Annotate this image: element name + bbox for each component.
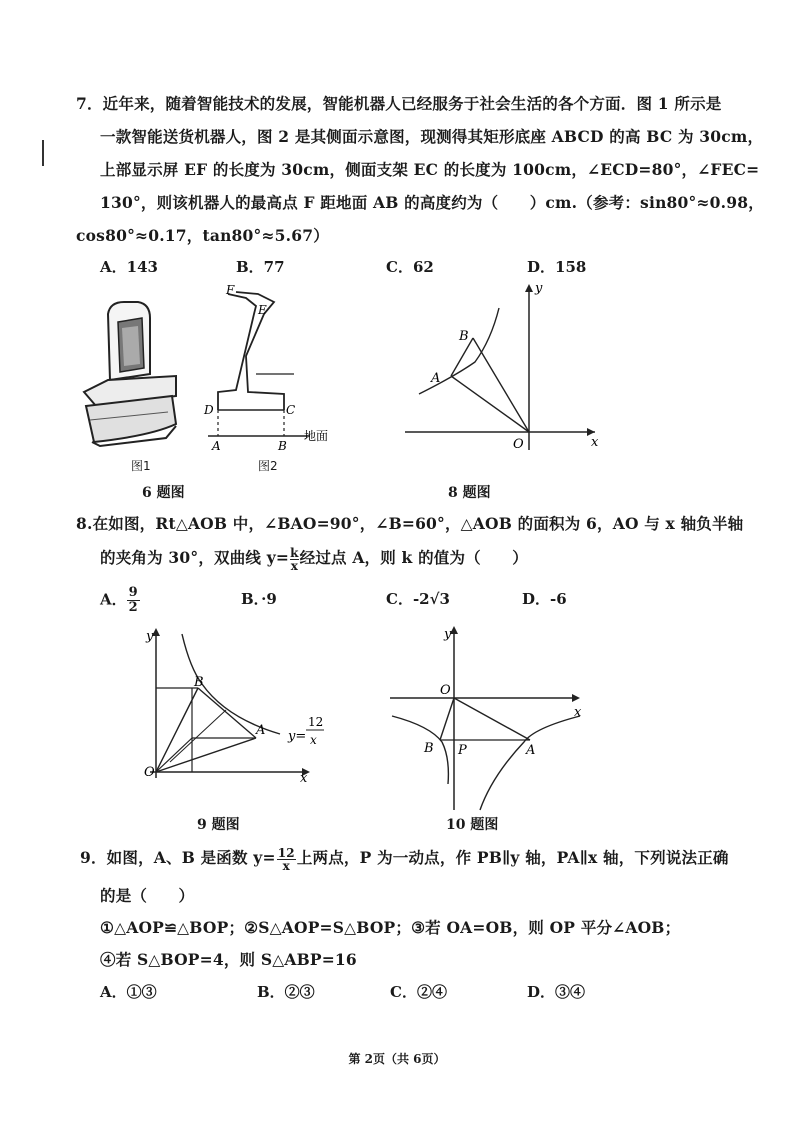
margin-mark [42, 140, 44, 166]
fig2-label-b: B [278, 439, 287, 452]
figure-2-caption: 图2 [258, 459, 278, 473]
q8-line-1: 8.在如图，Rt△AOB 中，∠BAO=90°，∠B=60°，△AOB 的面积为 6，AO 与 x 轴负半轴 [76, 514, 744, 533]
fig2-label-f: F [226, 283, 235, 297]
q9-fraction [277, 847, 296, 872]
figure-9-diagram [130, 622, 340, 782]
q9-option-b: B．②③ [257, 983, 315, 1001]
page-footer: 第 2页（共 6页） [348, 1052, 446, 1066]
fig9-o-label: O [144, 765, 155, 780]
q9-option-a: A．①③ [100, 983, 157, 1001]
q8-fraction-num: k [290, 545, 299, 560]
fig9-caption: 9 题图 [197, 817, 240, 833]
fig10-b-label: B [424, 741, 434, 756]
q9-option-c: C．②④ [390, 983, 447, 1001]
fig8-b-label: B [459, 329, 469, 344]
q8-option-a [100, 586, 140, 615]
fig8-o-label: O [513, 437, 524, 452]
figure-10-diagram [384, 620, 594, 820]
figure-1-caption: 图1 [131, 459, 151, 473]
fig10-x-label: x [574, 705, 582, 720]
q8-option-b: B．·9 [241, 590, 277, 608]
q9-line-2: 的是（ ） [100, 886, 195, 905]
figure-1-robot [80, 296, 190, 448]
q8-option-a-den: 2 [128, 600, 138, 615]
q9-line-1 [80, 846, 729, 872]
fig2-label-e: E [258, 303, 267, 317]
q9-fraction-num: 12 [277, 845, 295, 860]
q8-line-2 [100, 546, 528, 572]
q8-line-2-pre: 的夹角为 30°，双曲线 y= [100, 548, 290, 567]
fig10-y-label: y [444, 627, 452, 642]
q7-line-1: 7．近年来，随着智能技术的发展，智能机器人已经服务于社会生活的各个方面．图 1 所示是 [76, 94, 722, 113]
fig9-eq-num: 12 [308, 715, 324, 729]
q9-fraction-den: x [282, 858, 290, 873]
fig10-o-label: O [440, 683, 451, 698]
q8-option-a-label: A． [100, 590, 127, 609]
fig9-y-label: y [146, 629, 154, 644]
fig9-eq-den: x [310, 733, 317, 747]
q8-fraction [290, 547, 299, 572]
q8-option-c: C．-2√3 [386, 590, 450, 608]
q9-line-1-pre: 9．如图，A、B 是函数 y= [80, 848, 276, 867]
q9-line-4: ④若 S△BOP=4，则 S△ABP=16 [100, 950, 357, 969]
fig9-eq-pre: y= [288, 729, 307, 744]
fig2-ground-label: 地面 [304, 429, 329, 443]
fig2-label-c: C [286, 403, 296, 417]
fig10-caption: 10 题图 [446, 817, 499, 833]
fig2-label-a: A [212, 439, 221, 452]
q7-option-c: C．62 [386, 258, 434, 276]
q8-option-a-fraction [127, 586, 140, 615]
fig2-label-d: D [204, 403, 214, 417]
fig9-a-label: A [256, 723, 266, 738]
q7-option-d: D．158 [527, 258, 587, 276]
group-caption-6: 6 题图 [142, 485, 185, 501]
group-caption-8: 8 题图 [448, 485, 491, 501]
fig10-p-label: P [458, 743, 467, 758]
q7-option-a: A．143 [100, 258, 158, 276]
fig10-a-label: A [526, 743, 536, 758]
q7-line-5: cos80°≈0.17，tan80°≈5.67） [76, 226, 329, 245]
fig9-x-label: x [300, 771, 308, 782]
fig8-x-label: x [591, 435, 599, 450]
q7-option-b: B．77 [236, 258, 285, 276]
q9-option-d: D．③④ [527, 983, 586, 1001]
figure-8-diagram [405, 280, 605, 460]
figure-2-diagram [198, 282, 360, 452]
fig8-a-label: A [431, 371, 441, 386]
q9-line-3: ①△AOP≌△BOP；②S△AOP=S△BOP；③若 OA=OB，则 OP 平分∠AOB； [100, 918, 681, 937]
q7-line-2: 一款智能送货机器人，图 2 是其侧面示意图，现测得其矩形底座 ABCD 的高 BC 为 30cm， [100, 127, 764, 146]
q9-line-1-post: 上两点，P 为一动点，作 PB∥y 轴，PA∥x 轴，下列说法正确 [296, 848, 729, 867]
q8-option-d: D．-6 [522, 590, 567, 608]
q8-fraction-den: x [290, 558, 299, 573]
fig9-b-label: B [194, 675, 204, 690]
q7-line-4: 130°，则该机器人的最高点 F 距地面 AB 的高度约为（ ）cm.（参考：sin80°≈0.98， [100, 193, 764, 212]
fig8-y-label: y [535, 281, 543, 296]
q8-line-2-post: 经过点 A，则 k 的值为（ ） [299, 548, 528, 567]
q8-option-a-num: 9 [128, 585, 138, 600]
q7-line-3: 上部显示屏 EF 的长度为 30cm，侧面支架 EC 的长度为 100cm，∠ECD=80°，∠FEC= [100, 160, 760, 179]
